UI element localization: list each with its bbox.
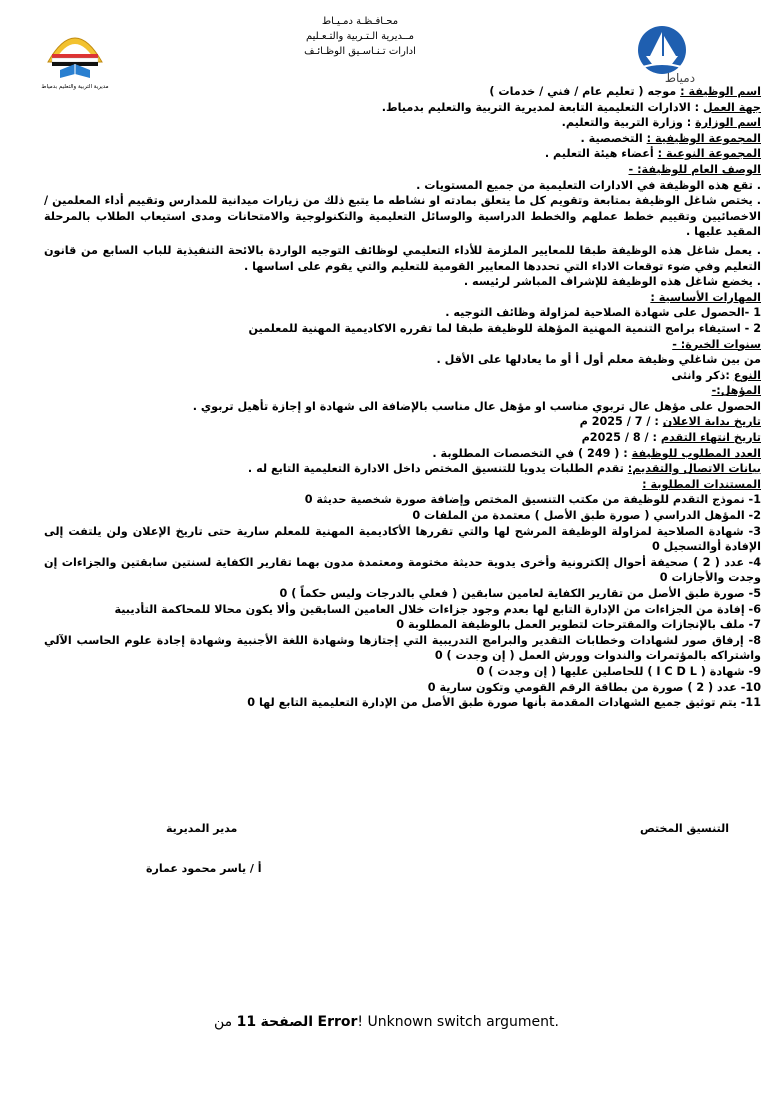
documents-heading: المستندات المطلوبة :: [642, 477, 761, 491]
department-line: ادارات تـنـاسـيق الوظـائـف: [304, 46, 416, 57]
start-date-line: تاريخ بداية الاعلان : / 7 / 2025 م: [579, 415, 761, 429]
error-message: ! Unknown switch argument.: [357, 1014, 559, 1030]
document-item: 9- شهادة ( I C D L ) للحاصلين عليها ( إن وجدت ) 0: [476, 664, 761, 678]
document-item: 10- عدد ( 2 ) صورة من بطاقة الرقم القومي وتكون سارية 0: [427, 680, 761, 694]
document-item: 2- المؤهل الدراسي ( صورة طبق الأصل ) معتمدة من الملفات 0: [412, 509, 761, 523]
logo-caption: دمياط: [664, 71, 696, 85]
document-item: 5- صورة طبق الأصل من تقارير الكفاية لعامين سابقين ( فعلي بالدرجات وليس حكماً ) 0: [279, 587, 761, 600]
description-item: . يختص شاغل الوظيفة بمتابعة وتقويم كل ما يتعلق بمادته او نشاطه ما يتبع ذلك من زيارات ميدانية للمدارس وتقييم أداء المعلمين / الاخصائيين وتقييم خطط عملهم والخطط الدراسية والوسائل التعليمية والتكنولوجية والامتحانات ومدى استيعاب الطلاب بالمرحلة المقيد عليها .: [44, 194, 761, 239]
directorate-logo: [40, 18, 110, 92]
governorate-line: محـافـظـة دمـيـاط: [321, 16, 399, 27]
skills-heading: المهارات الأساسية :: [650, 290, 761, 304]
error-word: Error: [317, 1014, 358, 1030]
job-description-body: [44, 84, 761, 711]
document-item: 8- إرفاق صور لشهادات وخطابات التقدير والبرامج التدريبية التي إجتازها وشهادة اللغة الأجنبية وشهادة إجادة علوم الحاسب الآلي واشتراكه بالمؤتمرات والندوات وورش العمل ( إن وجدت ) 0: [44, 633, 761, 663]
workplace-line: جهة العمل : الادارات التعليمية التابعة لمديرية التربية والتعليم بدمياط.: [381, 100, 761, 114]
job-title-line: اسم الوظيفة : موجه ( تعليم عام / فني / خدمات ): [489, 85, 761, 98]
of-word: من: [214, 1014, 233, 1030]
document-item: 11- يتم توثيق جميع الشهادات المقدمة بأنها صورة طبق الأصل من الإدارة التعليمية التابع لها 0: [247, 696, 761, 710]
document-item: 4- عدد ( 2 ) صحيفة أحوال إلكترونية وأخرى يدوية حديثة مختومة ومعتمدة مدون بهما تقارير الكفاية لسنتين سابقتين والجزاءات إن وجدت والأجازات 0: [44, 555, 761, 585]
general-description-heading: الوصف العام للوظيفة: -: [628, 162, 761, 176]
document-item: 7- ملف بالإنجازات والمقترحات لتطوير العمل بالوظيفة المطلوبة 0: [396, 618, 761, 632]
gender-line: النوع :ذكر وانثى: [671, 368, 761, 382]
required-count-line: العدد المطلوب للوظيفة : ( 249 ) في التخصصات المطلوبة .: [432, 446, 761, 460]
qualification-heading: المؤهل:-: [711, 384, 761, 398]
skill-item: 1 -الحصول على شهادة الصلاحية لمزاولة وظائف التوجيه .: [445, 306, 761, 320]
description-item: . تقع هذه الوظيفة في الادارات التعليمية من جميع المستويات .: [416, 178, 761, 192]
page-footer: [0, 1014, 773, 1030]
letterhead: [250, 14, 470, 59]
type-group-line: المجموعة النوعية : أعضاء هيئة التعليم .: [544, 147, 761, 161]
skill-item: 2 - استيفاء برامج التنمية المهنية المؤهلة للوظيفة طبقا لما تقرره الاكاديمية المهنية للمعلمين: [248, 321, 761, 335]
director-signature-title: مدير المديرية: [166, 822, 238, 835]
experience-heading: سنوات الخبرة: -: [672, 337, 761, 351]
document-item: 3- شهادة الصلاحية لمزاولة الوظيفة المرشح لها والتي تقررها الأكاديمية المهنية للمعلم سارية حتى تاريخ الإعلان ولن يلتفت إلى الإفادة أوالتسجيل 0: [44, 524, 761, 554]
experience-text: من بين شاغلي وظيفة معلم أول أ أو ما يعادلها على الأقل .: [436, 353, 761, 367]
document-item: 6- إفادة من الجزاءات من الإدارة التابع لها بعدم وجود جزاءات خلال العامين السابقين وألا يكون محالا للمحاكمة التأديبية: [114, 602, 761, 616]
page-word: الصفحة: [260, 1014, 314, 1030]
page-number: 11: [236, 1014, 257, 1030]
end-date-line: تاريخ انتهاء التقدم : / 8 / 2025م: [581, 431, 761, 445]
director-name: أ / ياسر محمود عمارة: [146, 862, 262, 875]
contact-line: بيانات الاتصال والتقديم: تقدم الطلبات يدويا للتنسيق المختص داخل الادارة التعليمية التابع له .: [247, 462, 761, 476]
description-item: . يعمل شاغل هذه الوظيفة طبقا للمعايير الملزمة للأداء التعليمي لوظائف التوجيه الواردة بالائحة التنفيذية للباب السابع من قانون التعليم وفي ضوء توقعات الاداء التي تحددها المعايير القومية للتعليم والتي يقوم على اساسها .: [44, 243, 761, 273]
job-group-line: المجموعة الوظيفية : التخصصية .: [580, 131, 761, 145]
description-item: . يخضع شاغل هذه الوظيفة للإشراف المباشر لرئيسه .: [463, 275, 761, 289]
ministry-line: اسم الوزارة : وزارة التربية والتعليم.: [561, 116, 761, 130]
coordinator-signature-title: التنسيق المختص: [640, 822, 730, 835]
directorate-line: مــديرية الـتـربية والتـعـليم: [306, 31, 414, 42]
damietta-logo: [632, 24, 708, 86]
document-item: 1- نموذج التقدم للوظيفة من مكتب التنسيق المختص وإضافة صورة شخصية حديثة 0: [304, 493, 761, 507]
qualification-text: الحصول على مؤهل عال تربوي مناسب او مؤهل عال مناسب بالإضافة الى شهادة او إجازة تأهيل تربوي .: [192, 399, 761, 413]
logo-caption: مديرية التربية والتعليم بدمياط: [41, 84, 109, 90]
